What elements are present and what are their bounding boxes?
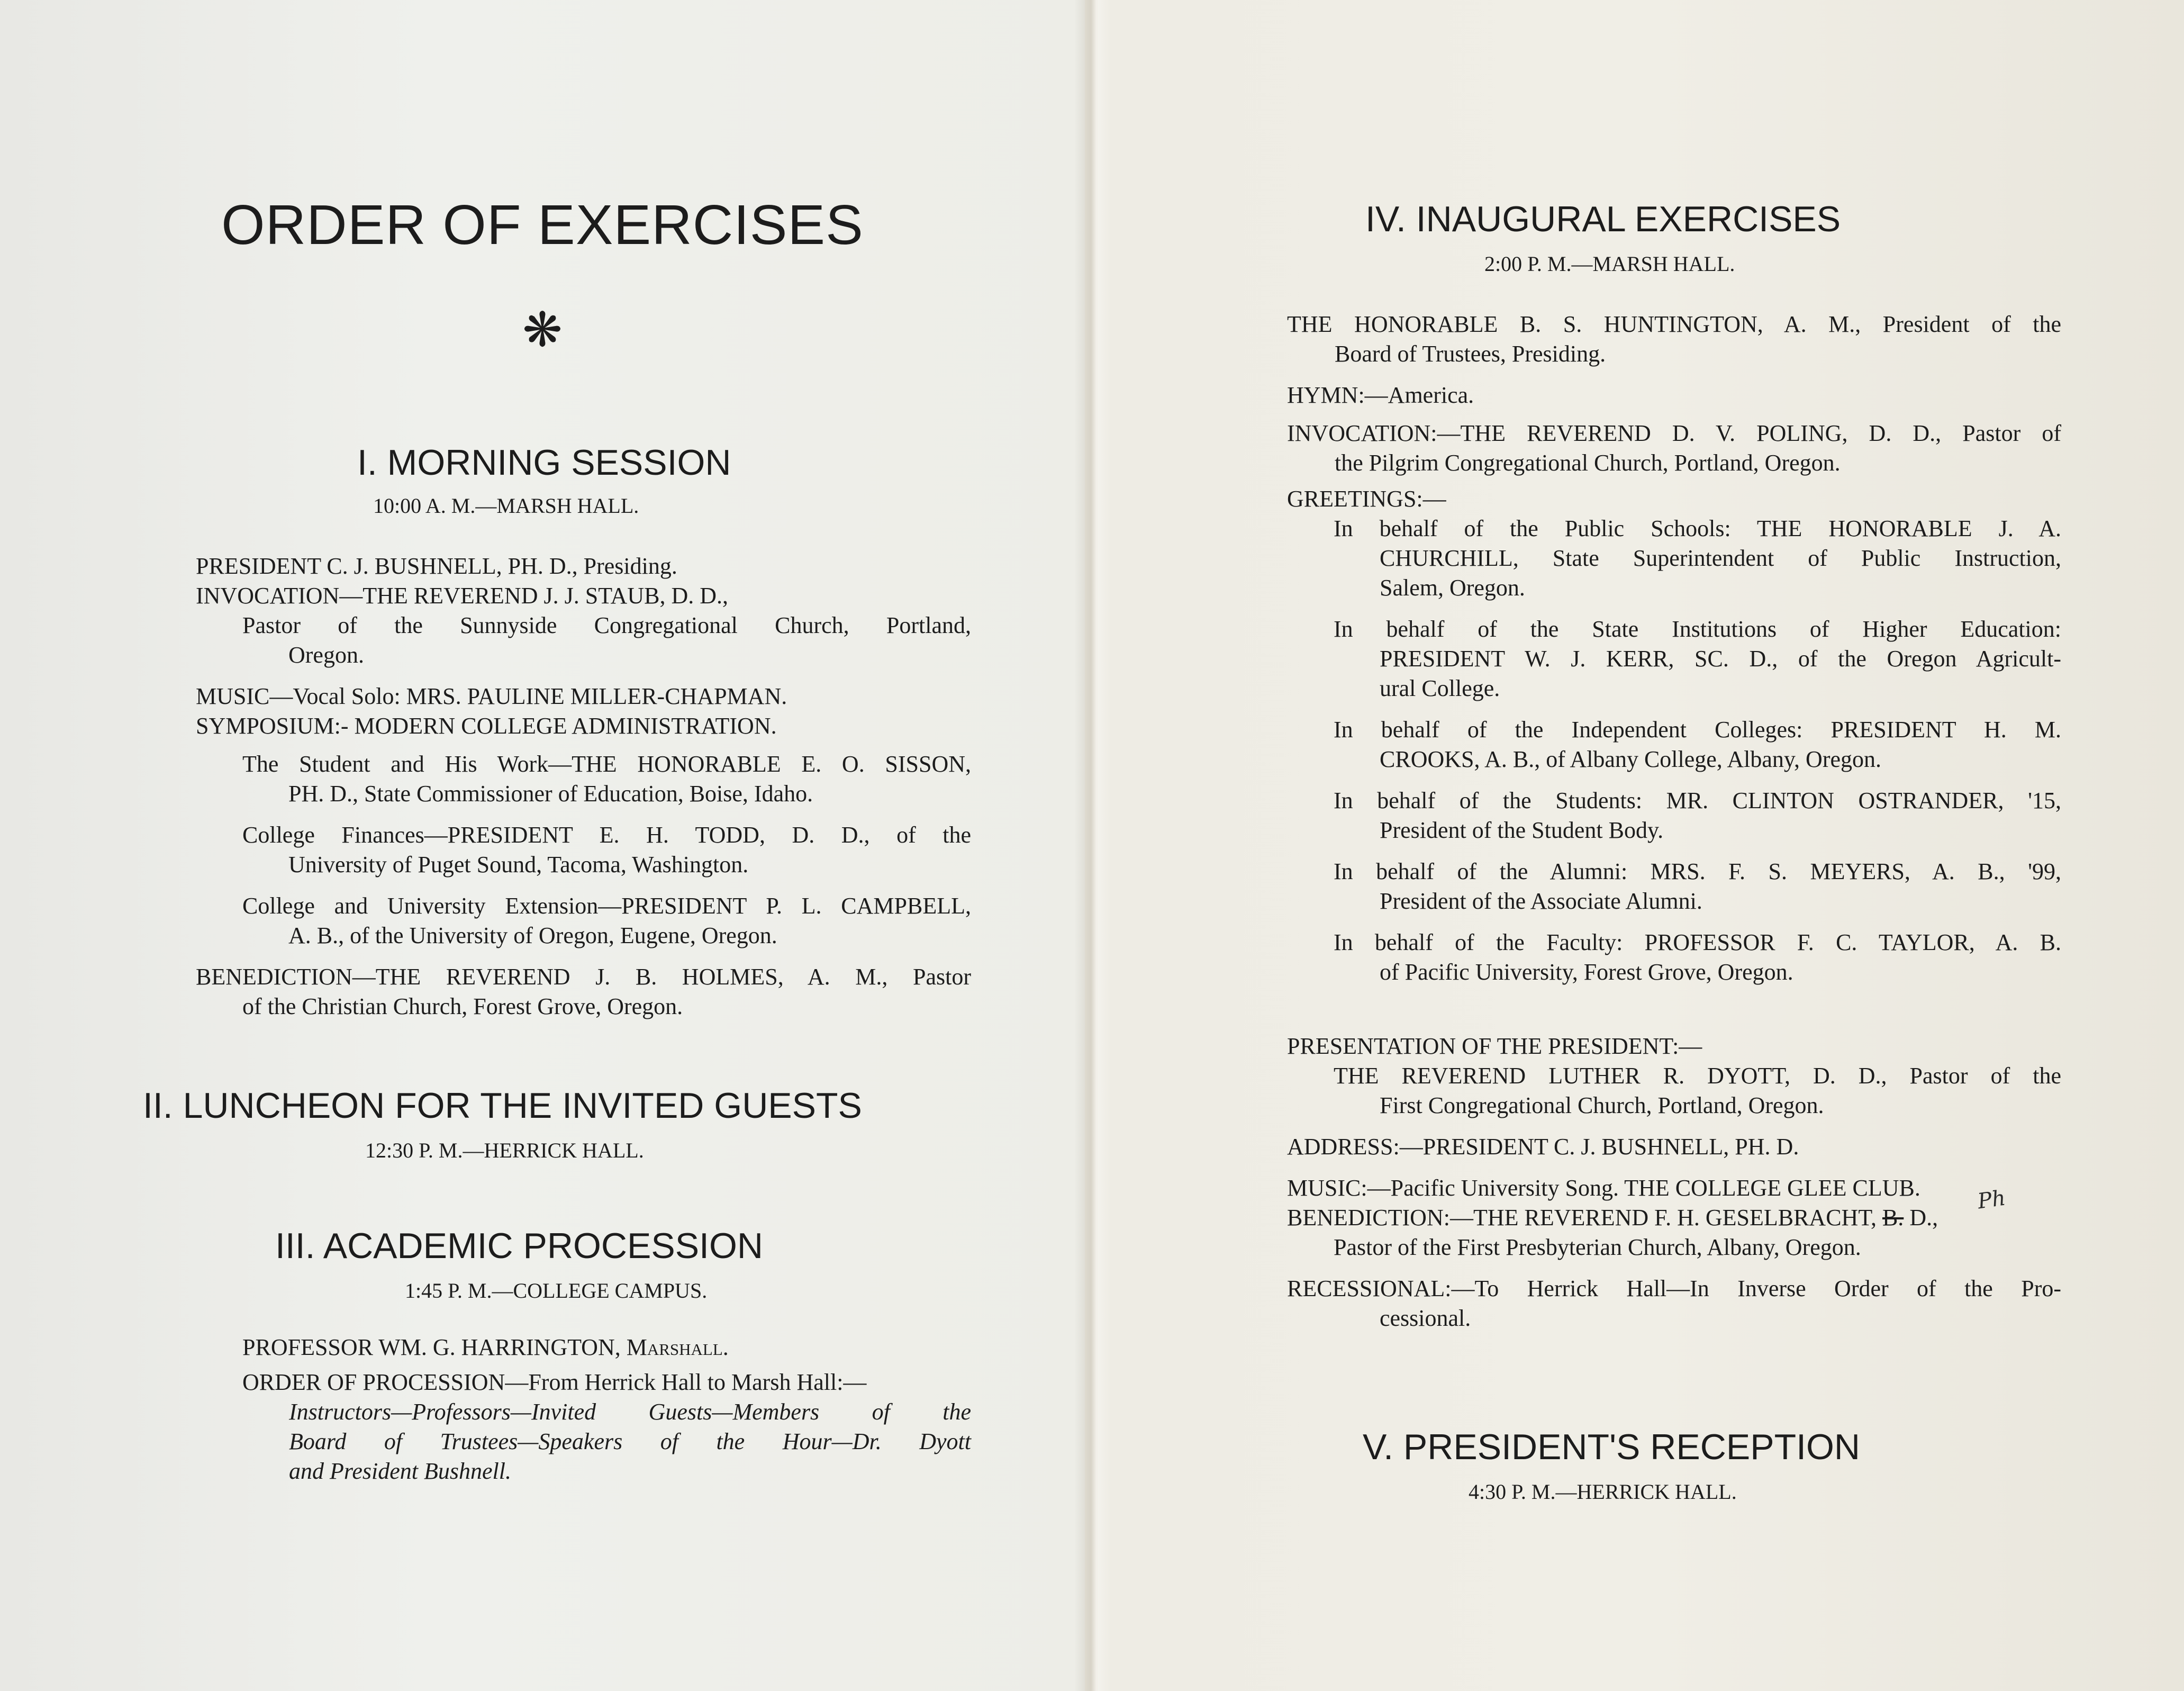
section-heading-presidents-reception: V. PRESIDENT'S RECEPTION [1363,1427,1861,1467]
program-line: cessional. [1380,1305,1471,1331]
struck-degree: B. [1882,1205,1904,1231]
program-line: PROFESSOR WM. G. HARRINGTON, Marshall. [242,1334,729,1360]
program-line: MUSIC:—Pacific University Song. THE COLLEGE GLEE CLUB. [1287,1175,1920,1201]
section-heading-academic-procession: III. ACADEMIC PROCESSION [275,1226,763,1266]
program-line: In behalf of the Faculty: PROFESSOR F. C. TAYLOR, A. B. [1334,929,2061,955]
program-line: Pastor of the Sunnyside Congregational Church, Portland, [242,612,971,638]
program-line: SYMPOSIUM:- MODERN COLLEGE ADMINISTRATION. [196,713,777,739]
program-line: PRESENTATION OF THE PRESIDENT:— [1287,1033,1702,1059]
program-line: University of Puget Sound, Tacoma, Washington. [288,852,749,878]
program-line: In behalf of the Alumni: MRS. F. S. MEYERS, A. B., '99, [1334,858,2061,884]
program-line: Board of Trustees—Speakers of the Hour—Dr. Dyott [289,1428,971,1454]
program-line: RECESSIONAL:—To Herrick Hall—In Inverse Order of the Pro- [1287,1276,2061,1301]
program-line: Salem, Oregon. [1380,575,1525,601]
section-time-luncheon: 12:30 P. M.—HERRICK HALL. [365,1138,644,1162]
program-line: Instructors—Professors—Invited Guests—Members of the [289,1399,971,1425]
program-line: the Pilgrim Congregational Church, Portland, Oregon. [1335,450,1841,476]
program-line: and President Bushnell. [289,1458,511,1484]
program-line: CROOKS, A. B., of Albany College, Albany, Oregon. [1380,746,1881,772]
program-line: In behalf of the State Institutions of Higher Education: [1334,616,2061,642]
section-time-inaugural-exercises: 2:00 P. M.—MARSH HALL. [1484,252,1735,276]
program-line: MUSIC—Vocal Solo: MRS. PAULINE MILLER-CHAPMAN. [196,683,787,709]
section-heading-luncheon: II. LUNCHEON FOR THE INVITED GUESTS [143,1086,862,1126]
flower-ornament-icon: ❋ [522,304,563,357]
program-line: BENEDICTION—THE REVEREND J. B. HOLMES, A. M., Pastor [196,964,971,990]
program-line: A. B., of the University of Oregon, Eugene, Oregon. [288,923,777,948]
program-line: Oregon. [288,642,364,668]
program-line: PRESIDENT W. J. KERR, SC. D., of the Oregon Agricult- [1380,646,2061,672]
section-time-presidents-reception: 4:30 P. M.—HERRICK HALL. [1469,1480,1737,1504]
program-line: President of the Student Body. [1380,817,1664,843]
section-time-academic-procession: 1:45 P. M.—COLLEGE CAMPUS. [405,1279,708,1303]
program-line: of the Christian Church, Forest Grove, Oregon. [242,993,683,1019]
program-line: President of the Associate Alumni. [1380,888,1702,914]
program-line: D., [1909,1205,1938,1231]
inaugural-program [1287,310,2061,1333]
program-line: In behalf of the Students: MR. CLINTON OSTRANDER, '15, [1334,788,2061,813]
program-line: ORDER OF PROCESSION—From Herrick Hall to Marsh Hall:— [242,1369,867,1395]
program-line: ural College. [1380,675,1500,701]
page-title: ORDER OF EXERCISES [221,194,864,256]
program-line: College and University Extension—PRESIDENT P. L. CAMPBELL, [242,893,971,919]
program-line: The Student and His Work—THE HONORABLE E. O. SISSON, [242,751,971,777]
program-line: INVOCATION—THE REVEREND J. J. STAUB, D. D., [196,583,729,609]
program-line: HYMN:—America. [1287,382,1474,408]
program-line: Pastor of the First Presbyterian Church, Albany, Oregon. [1334,1234,1861,1260]
morning-session-program [196,551,971,1021]
section-heading-morning-session: I. MORNING SESSION [357,442,731,483]
program-line: In behalf of the Public Schools: THE HONORABLE J. A. [1334,516,2061,541]
program-line: INVOCATION:—THE REVEREND D. V. POLING, D. D., Pastor of [1287,420,2061,446]
program-line: First Congregational Church, Portland, Oregon. [1380,1092,1824,1118]
program-line: CHURCHILL, State Superintendent of Public Instruction, [1380,545,2061,571]
program-line: BENEDICTION:—THE REVEREND F. H. GESELBRACHT, [1287,1205,1877,1231]
program-line: GREETINGS:— [1287,486,1446,512]
procession-program [242,1333,971,1486]
program-line: THE REVEREND LUTHER R. DYOTT, D. D., Pastor of the [1334,1063,2061,1089]
program-line: College Finances—PRESIDENT E. H. TODD, D. D., of the [242,822,971,848]
program-line: Board of Trustees, Presiding. [1335,341,1606,367]
program-line: PRESIDENT C. J. BUSHNELL, PH. D., Presiding. [196,553,677,579]
program-line: of Pacific University, Forest Grove, Oregon. [1380,959,1793,985]
program-line: ADDRESS:—PRESIDENT C. J. BUSHNELL, PH. D. [1287,1134,1799,1160]
handwritten-correction: Ph [1976,1186,2007,1214]
section-time-morning-session: 10:00 A. M.—MARSH HALL. [373,494,639,518]
program-line: THE HONORABLE B. S. HUNTINGTON, A. M., President of the [1287,311,2061,337]
program-line: PH. D., State Commissioner of Education, Boise, Idaho. [288,781,813,807]
program-line: In behalf of the Independent Colleges: PRESIDENT H. M. [1334,717,2061,743]
section-heading-inaugural-exercises: IV. INAUGURAL EXERCISES [1365,199,1841,239]
